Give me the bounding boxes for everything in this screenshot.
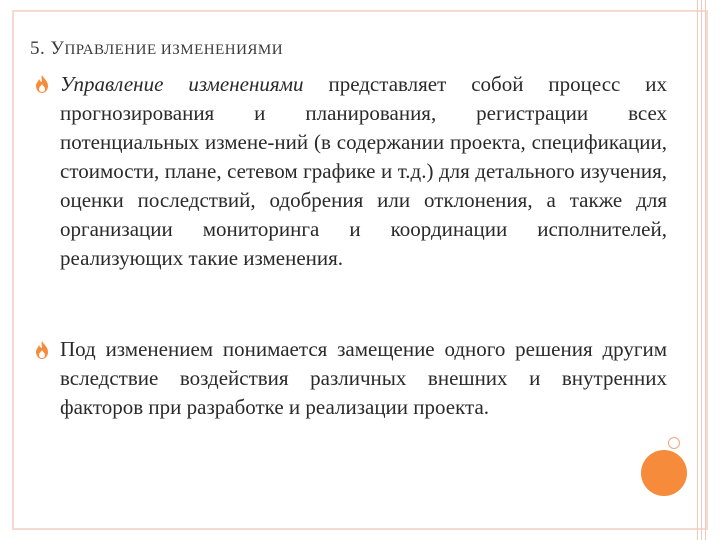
bullet-2-text: Под изменением понимается замещение одного решения другим вследствие воздействия различных внешних и внутренних факторов при разработке и реализации проекта. [60, 337, 667, 419]
title-first-letter: У [50, 38, 65, 59]
decor-line [705, 0, 706, 540]
title-rest: ПРАВЛЕНИЕ ИЗМЕНЕНИЯМИ [64, 42, 284, 58]
decor-circle-small [668, 437, 680, 449]
decor-line [697, 0, 698, 540]
slide-title [30, 38, 283, 60]
title-number: 5. [30, 38, 46, 59]
flame-icon [32, 340, 52, 360]
bullet-paragraph-2 [60, 335, 667, 422]
bullet-paragraph-1 [60, 70, 667, 273]
decor-circle-large [641, 450, 687, 496]
flame-icon [32, 74, 52, 94]
bullet-1-emphasis: Управление изменениями [60, 72, 304, 96]
bullet-1-text: представляет собой процесс их прогнозирования и планирования, регистрации всех потенциальных измене-ний (в содержании проекта, спецификации, стоимости, плане, сетевом графике и т.д.) для детального изучения, оценки последствий, одобрения или отклонения, а также для организации мониторинга и координации исполнителей, реализующих такие изменения. [60, 72, 667, 270]
decor-line [701, 0, 702, 540]
